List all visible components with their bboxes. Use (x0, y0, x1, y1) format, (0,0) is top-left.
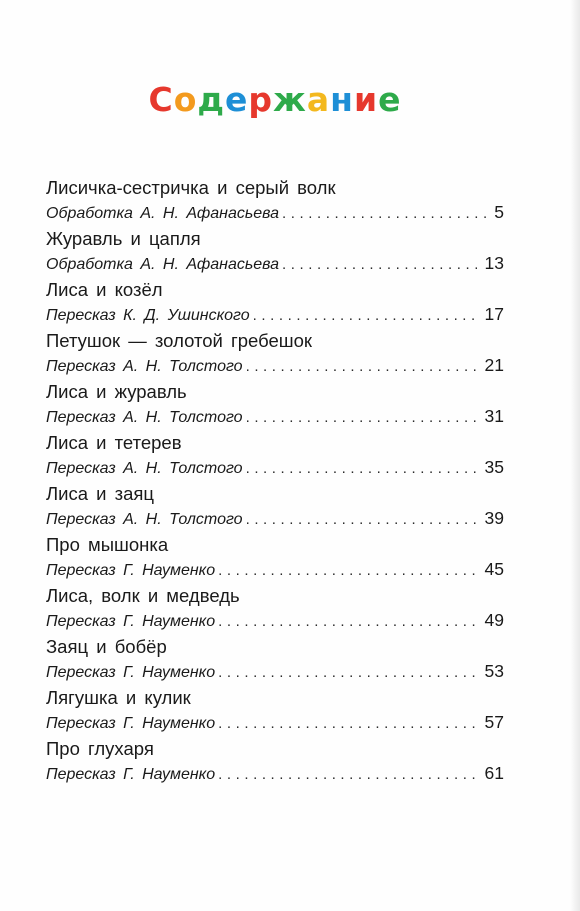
toc-entry[interactable] (46, 533, 504, 584)
credit-line (46, 609, 504, 633)
story-title: Журавль и цапля (46, 228, 201, 249)
page-number: 31 (484, 406, 504, 426)
page-title (0, 80, 550, 119)
story-credit: Пересказ Г. Науменко (46, 613, 216, 630)
story-title: Лиса, волк и медведь (46, 585, 240, 606)
page-number: 45 (484, 559, 504, 579)
dot-leader (218, 763, 477, 786)
dot-leader (246, 457, 477, 480)
title-letter: р (248, 80, 274, 119)
story-title: Лиса и тетерев (46, 432, 182, 453)
title-letter: и (353, 80, 379, 119)
toc-entry[interactable] (46, 737, 504, 788)
story-credit: Пересказ Г. Науменко (46, 766, 216, 783)
story-title: Про глухаря (46, 738, 154, 759)
story-credit: Пересказ А. Н. Толстого (46, 460, 243, 477)
title-letter: н (330, 80, 354, 119)
table-of-contents (46, 176, 504, 788)
dot-leader (282, 202, 493, 225)
toc-entry[interactable] (46, 686, 504, 737)
dot-leader (218, 559, 477, 582)
story-title: Лиса и заяц (46, 483, 155, 504)
credit-line (46, 456, 504, 480)
story-credit: Пересказ А. Н. Толстого (46, 511, 243, 528)
title-letter: д (197, 80, 226, 119)
page-number: 35 (484, 457, 504, 477)
story-credit: Пересказ К. Д. Ушинского (46, 307, 250, 324)
page-number: 39 (484, 508, 504, 528)
toc-entry[interactable] (46, 380, 504, 431)
credit-line (46, 762, 504, 786)
toc-entry[interactable] (46, 584, 504, 635)
story-title: Лиса и козёл (46, 279, 163, 300)
title-letter: С (148, 80, 174, 119)
credit-line (46, 711, 504, 735)
dot-leader (246, 508, 477, 531)
story-credit: Пересказ А. Н. Толстого (46, 358, 243, 375)
story-credit: Пересказ Г. Науменко (46, 664, 216, 681)
credit-line (46, 507, 504, 531)
credit-line (46, 252, 504, 276)
dot-leader (218, 610, 477, 633)
dot-leader (246, 406, 477, 429)
toc-entry[interactable] (46, 278, 504, 329)
story-credit: Пересказ Г. Науменко (46, 715, 216, 732)
page-number: 61 (484, 763, 504, 783)
toc-entry[interactable] (46, 635, 504, 686)
dot-leader (282, 253, 477, 276)
credit-line (46, 354, 504, 378)
toc-entry[interactable] (46, 176, 504, 227)
credit-line (46, 303, 504, 327)
page-number: 57 (484, 712, 504, 732)
title-letter: а (306, 80, 331, 119)
dot-leader (253, 304, 477, 327)
story-title: Лиса и журавль (46, 381, 187, 402)
story-credit: Обработка А. Н. Афанасьева (46, 205, 280, 222)
story-credit: Обработка А. Н. Афанасьева (46, 256, 280, 273)
page-number: 17 (484, 304, 504, 324)
toc-entry[interactable] (46, 482, 504, 533)
story-credit: Пересказ Г. Науменко (46, 562, 216, 579)
page-number: 13 (484, 253, 504, 273)
story-credit: Пересказ А. Н. Толстого (46, 409, 243, 426)
dot-leader (246, 355, 477, 378)
toc-entry[interactable] (46, 329, 504, 380)
story-title: Лягушка и кулик (46, 687, 191, 708)
story-title: Про мышонка (46, 534, 169, 555)
page-edge-shadow (570, 0, 580, 911)
title-letter: е (378, 80, 402, 119)
credit-line (46, 405, 504, 429)
page-number: 5 (494, 202, 504, 222)
page-number: 49 (484, 610, 504, 630)
dot-leader (218, 661, 477, 684)
toc-entry[interactable] (46, 431, 504, 482)
dot-leader (218, 712, 477, 735)
story-title: Заяц и бобёр (46, 636, 167, 657)
story-title: Петушок — золотой гребешок (46, 330, 312, 351)
title-letter: е (225, 80, 249, 119)
credit-line (46, 201, 504, 225)
page-number: 53 (484, 661, 504, 681)
credit-line (46, 558, 504, 582)
toc-entry[interactable] (46, 227, 504, 278)
title-letter: о (173, 80, 198, 119)
title-letter: ж (273, 80, 307, 119)
page-number: 21 (484, 355, 504, 375)
credit-line (46, 660, 504, 684)
story-title: Лисичка-сестричка и серый волк (46, 177, 336, 198)
